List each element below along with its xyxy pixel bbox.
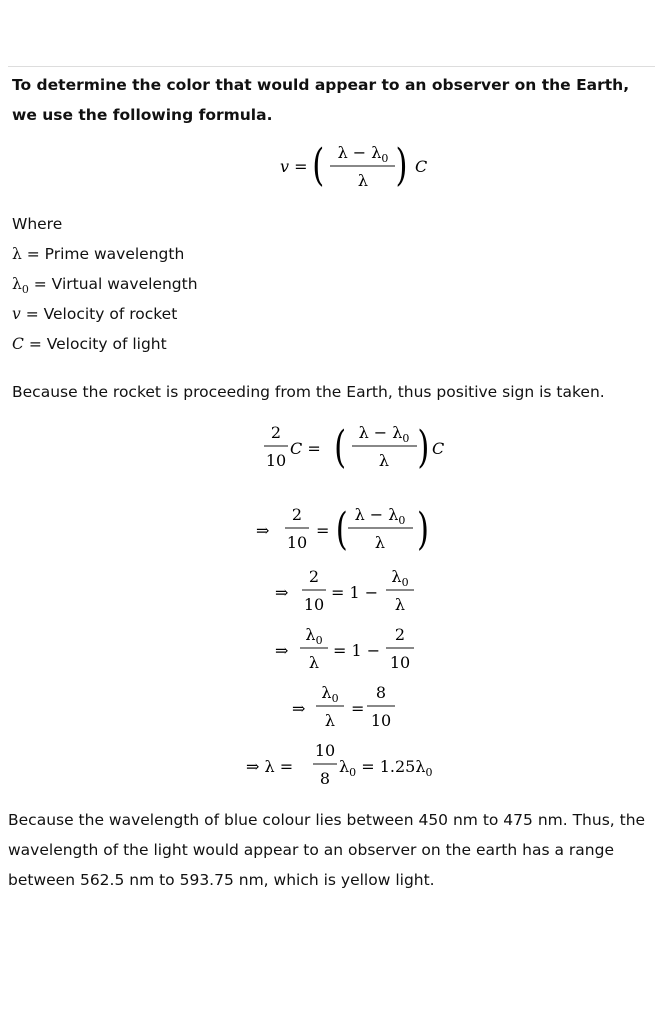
step-2-frac-num: 2 [291, 505, 303, 524]
step-2-equation [256, 500, 446, 560]
step-3-r-den: λ [394, 595, 406, 614]
step-5-equation [292, 678, 412, 738]
formula-lhs: v = [280, 157, 308, 176]
intro-text: To determine the color that would appear to an observer on the Earth, we use the following formula. [12, 76, 630, 124]
main-formula [280, 136, 450, 194]
def-symbol: $\lambda_0$ [12, 275, 29, 296]
conclusion-text: Because the wavelength of blue colour lies between 450 nm to 475 nm. Thus, the wavelength of the light would appear to an observer on the earth has a range between 562.5 nm to 593.75 nm, which is yellow light. [8, 811, 646, 889]
step-3-r-num: $\lambda_0$ [391, 567, 409, 589]
step-2-frac-den: 10 [286, 533, 308, 552]
svg-text:(: ( [335, 503, 348, 555]
formula-denominator: λ [357, 171, 369, 190]
svg-text:): ) [417, 503, 430, 555]
step-5-r-num: 8 [375, 683, 387, 702]
step-1-frac-num: 2 [270, 423, 282, 442]
def-text: = Prime wavelength [26, 245, 185, 263]
step-5-frac-num: $\lambda_0$ [321, 683, 339, 705]
def-symbol: v [12, 305, 21, 323]
step-1-equation [262, 418, 462, 478]
step-2-equals: = [316, 521, 330, 540]
definition-v [12, 302, 177, 326]
implies-arrow: ⇒ [275, 583, 289, 602]
step-5-middle: = [351, 699, 365, 718]
formula-numerator: $\lambda - \lambda_0$ [337, 143, 389, 165]
step-2-denominator: λ [374, 533, 386, 552]
step-4-middle: = 1 − [333, 641, 381, 660]
definition-c [12, 332, 167, 356]
top-divider [8, 66, 655, 67]
definition-lambda [12, 242, 184, 266]
step-3-frac-den: 10 [303, 595, 325, 614]
step-1-numerator: $\lambda - \lambda_0$ [358, 423, 410, 445]
implies-arrow: ⇒ [256, 521, 270, 540]
def-text: = Virtual wavelength [33, 275, 198, 293]
def-symbol: λ [12, 245, 22, 263]
step-2-numerator: $\lambda - \lambda_0$ [354, 505, 406, 527]
step-6-tail: $\lambda_0 = 1.25\lambda_0$ [339, 757, 433, 779]
step-3-equation [275, 562, 425, 622]
step-1-denominator: λ [378, 451, 390, 470]
left-paren: ( [312, 139, 325, 191]
step-6-equation [246, 736, 456, 796]
step-4-r-den: 10 [389, 653, 411, 672]
step-5-frac-den: λ [324, 711, 336, 730]
implies-arrow: ⇒ [275, 641, 289, 660]
svg-text:(: ( [334, 421, 347, 473]
definition-lambda0 [12, 272, 198, 296]
step-3-middle: = 1 − [331, 583, 379, 602]
step-6-frac-num: 10 [314, 741, 336, 760]
formula-tail: C [415, 157, 428, 176]
def-text: = Velocity of light [28, 335, 167, 353]
step-6-lead: ⇒ λ = [246, 757, 294, 776]
step-4-equation [275, 620, 425, 680]
right-paren: ) [395, 139, 408, 191]
def-symbol: C [12, 335, 24, 353]
step-5-r-den: 10 [370, 711, 392, 730]
step-1-tail: C [432, 439, 445, 458]
step-3-frac-num: 2 [308, 567, 320, 586]
step-1-frac-den: 10 [265, 451, 287, 470]
implies-arrow: ⇒ [292, 699, 306, 718]
def-text: = Velocity of rocket [25, 305, 178, 323]
svg-text:): ) [417, 421, 430, 473]
step-4-r-num: 2 [394, 625, 406, 644]
step-6-frac-den: 8 [319, 769, 331, 788]
step-4-frac-num: $\lambda_0$ [305, 625, 323, 647]
sign-note: Because the rocket is proceeding from the Earth, thus positive sign is taken. [12, 383, 605, 401]
step-4-frac-den: λ [308, 653, 320, 672]
where-label: Where [12, 215, 63, 233]
step-1-after: C = [290, 439, 321, 458]
